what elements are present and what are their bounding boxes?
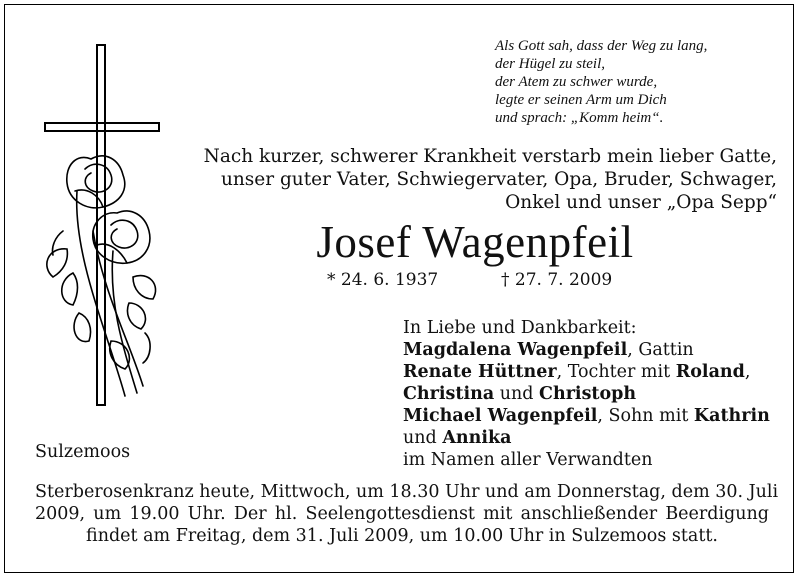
poem-line: der Hügel zu steil, (495, 56, 605, 72)
mourner-line (403, 361, 783, 383)
mourner-name: Magdalena Wagenpfeil (403, 340, 628, 360)
poem-line: und sprach: „Komm heim“. (495, 110, 664, 126)
poem-line: legte er seinen Arm um Dich (495, 92, 667, 108)
service-details (35, 481, 779, 547)
memorial-poem (495, 37, 785, 127)
birth-date: * 24. 6. 1937 (327, 270, 439, 290)
mourner-relation: , Sohn mit (597, 406, 694, 426)
intro-line: unser guter Vater, Schwiegervater, Opa, Bruder, Schwager, (220, 169, 777, 190)
mourners-closing: im Namen aller Verwandten (403, 450, 653, 470)
roses-icon (47, 156, 156, 396)
mourner-line (403, 427, 783, 449)
mourner-relation: , Gattin (627, 340, 694, 360)
mourner-relation: , Tochter mit (556, 362, 676, 382)
cross-icon (45, 45, 159, 405)
mourners-list (403, 317, 783, 471)
mourner-name: Christoph (539, 384, 637, 404)
poem-line: Als Gott sah, dass der Weg zu lang, (495, 38, 708, 54)
conjunction: und (403, 428, 443, 448)
intro-line: Nach kurzer, schwerer Krankheit verstarb mein lieber Gatte, (203, 146, 777, 167)
mourner-line (403, 339, 783, 361)
mourner-name: Annika (442, 428, 512, 448)
poem-line: der Atem zu schwer wurde, (495, 74, 658, 90)
obituary-notice (4, 4, 794, 573)
place-name: Sulzemoos (35, 442, 131, 462)
mourner-name: Roland (675, 362, 745, 382)
death-date: † 27. 7. 2009 (501, 270, 613, 290)
intro-text (173, 145, 777, 214)
intro-line: Onkel und unser „Opa Sepp“ (505, 192, 777, 213)
service-line: 2009, um 19.00 Uhr. Der hl. Seelengottesdienst mit anschließender Beerdigung (35, 504, 769, 524)
mourner-name: Michael Wagenpfeil (403, 406, 598, 426)
conjunction: und (494, 384, 540, 404)
mourner-line (403, 405, 783, 427)
service-line: Sterberosenkranz heute, Mittwoch, um 18.30 Uhr und am Donnerstag, dem 30. Juli (35, 482, 779, 502)
mourner-name: Kathrin (693, 406, 770, 426)
service-line: findet am Freitag, dem 31. Juli 2009, um 10.00 Uhr in Sulzemoos statt. (86, 526, 718, 546)
cross-with-roses-icon (33, 41, 173, 431)
punctuation: , (744, 362, 751, 382)
deceased-name: Josef Wagenpfeil (316, 217, 634, 267)
mourners-heading: In Liebe und Dankbarkeit: (403, 318, 637, 338)
mourner-name: Renate Hüttner (403, 362, 557, 382)
mourner-line (403, 383, 783, 405)
mourner-name: Christina (403, 384, 495, 404)
